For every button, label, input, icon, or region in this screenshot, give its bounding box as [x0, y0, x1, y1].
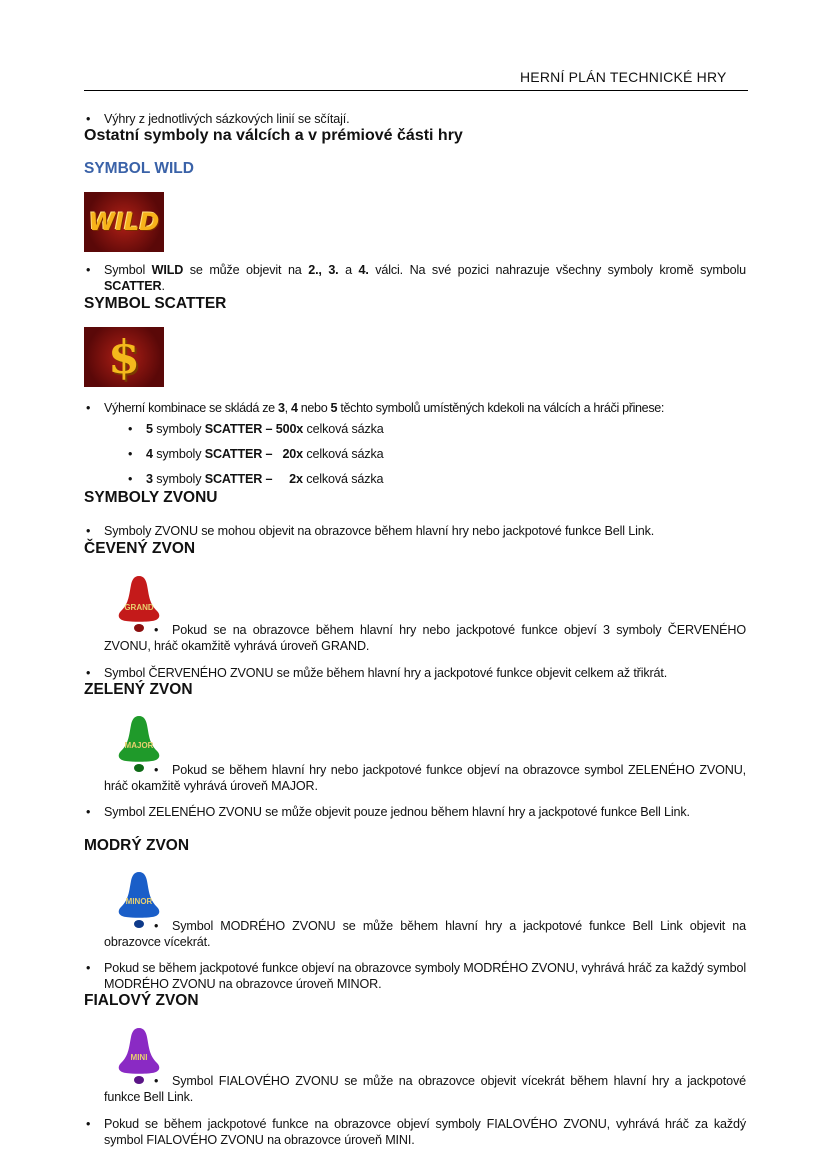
wild-symbol-image	[84, 192, 164, 252]
text: těchto symbolů umístěných kdekoli na válcích a hráči přinese:	[337, 401, 665, 415]
text: Symbol	[104, 263, 152, 277]
page-header-title: HERNÍ PLÁN TECHNICKÉ HRY	[520, 69, 727, 85]
green-bell-bullet-2: • Symbol ZELENÉHO ZVONU se může objevit pouze jednou během hlavní hry a jackpotové funkce Bell Link.	[104, 804, 746, 820]
red-bell-bullet-1: • Pokud se na obrazovce během hlavní hry nebo jackpotové funkce objeví 3 symboly ČERVENÉHO ZVONU, hráč okamžitě vyhrává úroveň GRAND.	[104, 622, 746, 654]
wild-symbol-text: WILD	[88, 208, 160, 236]
text: celková sázka	[303, 422, 384, 436]
scatter-symbol-image	[84, 327, 164, 387]
text: Výherní kombinace se skládá ze	[104, 401, 278, 415]
section-title: Ostatní symboly na válcích a v prémiové části hry	[84, 127, 463, 144]
intro-bullet: • Výhry z jednotlivých sázkových linií se sčítají.	[104, 111, 746, 127]
blue-bell-heading: MODRÝ ZVON	[84, 837, 190, 854]
count: 3	[146, 472, 153, 486]
text: celková sázka	[303, 447, 384, 461]
payout-row	[146, 472, 383, 486]
text-bold: SCATTER	[104, 279, 162, 293]
text-bold: 5	[330, 401, 338, 415]
text: a	[338, 263, 359, 277]
bells-bullet: • Symboly ZVONU se mohou objevit na obrazovce během hlavní hry nebo jackpotové funkce Bell Link.	[104, 523, 746, 539]
purple-bell-bullet-1: • Symbol FIALOVÉHO ZVONU se může na obrazovce objevit vícekrát během hlavní hry a jackpotové funkce Bell Link.	[104, 1073, 746, 1105]
payout-row	[146, 422, 384, 436]
header-divider	[84, 90, 748, 91]
blue-bell-bullet-1: • Symbol MODRÉHO ZVONU se může během hlavní hry a jackpotové funkce Bell Link objevit na obrazovce vícekrát.	[104, 918, 746, 950]
wild-heading: SYMBOL WILD	[84, 160, 194, 177]
green-bell-bullet-1: • Pokud se během hlavní hry nebo jackpotové funkce objeví na obrazovce symbol ZELENÉHO ZVONU, hráč okamžitě vyhrává úroveň MAJOR.	[104, 762, 746, 794]
red-bell-bullet-2: • Symbol ČERVENÉHO ZVONU se může během hlavní hry a jackpotové funkce objevit celkem až třikrát.	[104, 665, 746, 681]
blue-bell-bullet-2: • Pokud se během jackpotové funkce objeví na obrazovce symboly MODRÉHO ZVONU, vyhrává hráč za každý symbol MODRÉHO ZVONU na obrazovce úroveň MINOR.	[104, 960, 746, 992]
multiplier: SCATTER – 500x	[204, 422, 304, 436]
purple-bell-bullet-2: • Pokud se během jackpotové funkce na obrazovce objeví symboly FIALOVÉHO ZVONU, vyhrává hráč za každý symbol FIALOVÉHO ZVONU na obrazovce úroveň MINI.	[104, 1116, 746, 1148]
text: symboly	[152, 447, 205, 461]
scatter-bullet	[104, 400, 746, 416]
bells-heading: SYMBOLY ZVONU	[84, 489, 218, 506]
multiplier: SCATTER – 2x	[204, 472, 303, 486]
text: se může objevit na	[183, 263, 309, 277]
text: .	[161, 279, 165, 293]
text-bold: 4.	[358, 263, 369, 277]
bell-label: MINI	[130, 1053, 148, 1062]
bell-label: MINOR	[125, 897, 153, 906]
text: ,	[284, 401, 291, 415]
text-bold: 3	[277, 401, 285, 415]
wild-bullet	[104, 262, 746, 294]
text: nebo	[297, 401, 331, 415]
payout-row	[146, 447, 384, 461]
count: 4	[146, 447, 153, 461]
scatter-symbol-text: $	[107, 330, 140, 384]
purple-bell-heading: FIALOVÝ ZVON	[84, 992, 199, 1009]
multiplier: SCATTER – 20x	[204, 447, 303, 461]
scatter-heading: SYMBOL SCATTER	[84, 295, 227, 312]
text-bold: WILD	[151, 263, 184, 277]
text: symboly	[152, 422, 205, 436]
text: válci. Na své pozici nahrazuje všechny symboly kromě symbolu	[368, 263, 746, 277]
bell-label: MAJOR	[124, 741, 154, 750]
text-bold: 4	[290, 401, 298, 415]
bell-label: GRAND	[124, 603, 154, 612]
text: celková sázka	[302, 472, 384, 486]
green-bell-heading: ZELENÝ ZVON	[84, 681, 193, 698]
text-bold: 2., 3.	[308, 263, 339, 277]
text: symboly	[152, 472, 205, 486]
red-bell-heading: ČEVENÝ ZVON	[84, 540, 196, 557]
count: 5	[146, 422, 153, 436]
